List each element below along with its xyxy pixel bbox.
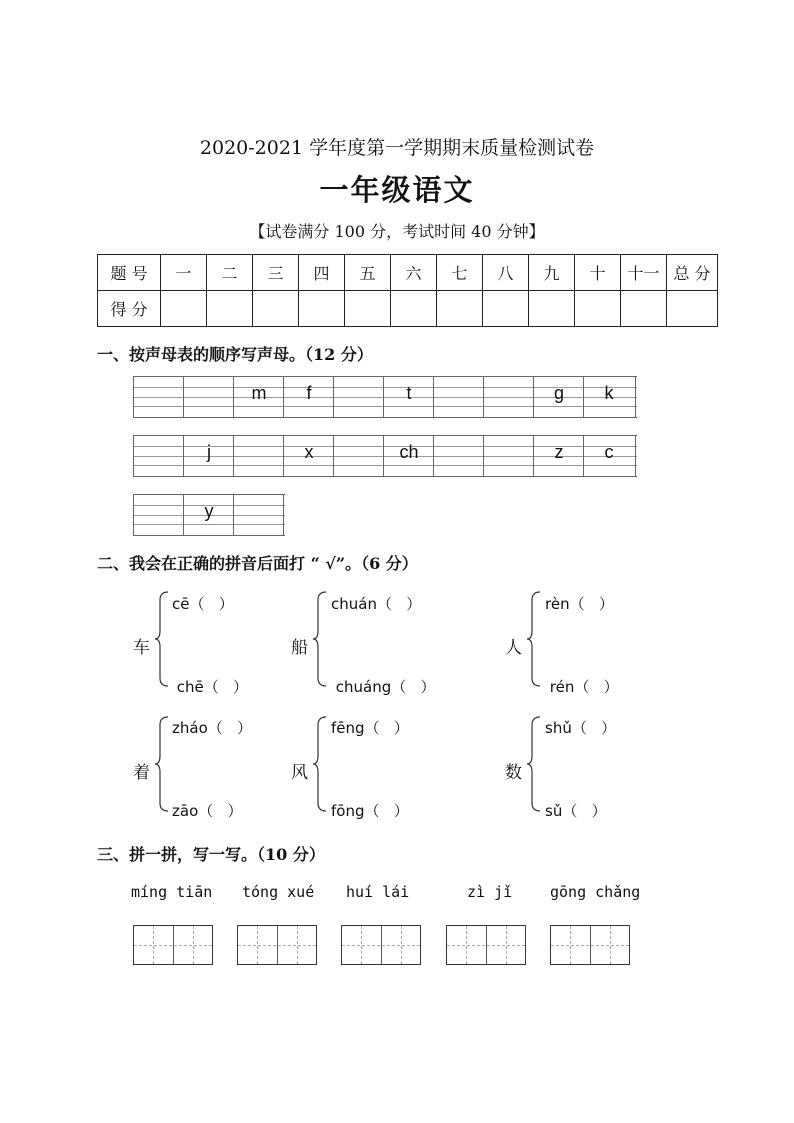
- pinyin-cell: t: [384, 377, 434, 417]
- pinyin-option[interactable]: rén（ ）: [545, 678, 619, 696]
- score-input-cell[interactable]: [621, 291, 667, 327]
- brace-icon: [312, 715, 328, 813]
- score-table: [97, 254, 718, 327]
- score-header-cell: 五: [345, 255, 391, 291]
- score-input-cell[interactable]: [529, 291, 575, 327]
- writing-box[interactable]: [237, 925, 317, 965]
- pinyin-cell[interactable]: [334, 436, 384, 476]
- pinyin-cell[interactable]: [434, 436, 484, 476]
- score-input-cell[interactable]: [667, 291, 718, 327]
- pinyin-cell: z: [534, 436, 584, 476]
- pinyin-option[interactable]: cē（ ）: [172, 595, 234, 613]
- brace-icon: [526, 590, 542, 688]
- score-value-row: [98, 291, 718, 327]
- score-header-cell: 七: [437, 255, 483, 291]
- score-input-cell[interactable]: [161, 291, 207, 327]
- choice-char: 着: [133, 763, 150, 783]
- brace-icon: [526, 715, 542, 813]
- score-header-cell: 三: [253, 255, 299, 291]
- pinyin-cell[interactable]: [134, 377, 184, 417]
- score-header-cell: 题 号: [98, 255, 161, 291]
- section2-title: 二、我会在正确的拼音后面打 “ √”。（6 分）: [97, 554, 418, 573]
- pinyin-cell: x: [284, 436, 334, 476]
- score-header-cell: 一: [161, 255, 207, 291]
- pinyin-cell: g: [534, 377, 584, 417]
- word-pinyin: míng tiān: [131, 883, 213, 901]
- pinyin-cell[interactable]: [484, 436, 534, 476]
- pinyin-row-2: [133, 435, 637, 477]
- pinyin-option[interactable]: sǔ（ ）: [545, 802, 607, 820]
- score-header-cell: 九: [529, 255, 575, 291]
- score-input-cell[interactable]: [391, 291, 437, 327]
- pinyin-cell[interactable]: [184, 377, 234, 417]
- score-input-cell[interactable]: [483, 291, 529, 327]
- pinyin-option[interactable]: fōng（ ）: [331, 802, 409, 820]
- choice-char: 数: [505, 763, 522, 783]
- pinyin-row-1: [133, 376, 637, 418]
- score-input-cell[interactable]: [207, 291, 253, 327]
- score-header-row: [98, 255, 718, 291]
- score-header-cell: 二: [207, 255, 253, 291]
- subject-title: 一年级语文: [319, 173, 475, 207]
- score-input-cell[interactable]: [253, 291, 299, 327]
- score-input-cell[interactable]: [575, 291, 621, 327]
- pinyin-option[interactable]: zháo（ ）: [172, 719, 253, 737]
- pinyin-option[interactable]: chuán（ ）: [331, 595, 422, 613]
- pinyin-option[interactable]: rèn（ ）: [545, 595, 614, 613]
- section3-title: 三、拼一拼，写一写。（10 分）: [97, 845, 325, 864]
- writing-box[interactable]: [341, 925, 421, 965]
- pinyin-cell: f: [284, 377, 334, 417]
- score-header-cell: 十一: [621, 255, 667, 291]
- score-row-label: 得 分: [98, 291, 161, 327]
- pinyin-option[interactable]: zāo（ ）: [172, 802, 243, 820]
- pinyin-option[interactable]: chē（ ）: [172, 678, 249, 696]
- score-header-cell: 十: [575, 255, 621, 291]
- word-pinyin: zì jǐ: [467, 883, 513, 901]
- pinyin-cell: m: [234, 377, 284, 417]
- score-header-cell: 六: [391, 255, 437, 291]
- pinyin-option[interactable]: fēng（ ）: [331, 719, 409, 737]
- exam-title: 2020-2021 学年度第一学期期末质量检测试卷: [199, 137, 595, 159]
- pinyin-cell[interactable]: [434, 377, 484, 417]
- word-pinyin: huí lái: [346, 883, 410, 901]
- writing-box[interactable]: [446, 925, 526, 965]
- brace-icon: [312, 590, 328, 688]
- writing-box[interactable]: [133, 925, 213, 965]
- choice-char: 船: [291, 638, 308, 658]
- choice-char: 车: [133, 638, 150, 658]
- pinyin-option[interactable]: chuáng（ ）: [331, 678, 436, 696]
- pinyin-cell[interactable]: [484, 377, 534, 417]
- score-input-cell[interactable]: [299, 291, 345, 327]
- pinyin-cell[interactable]: [134, 436, 184, 476]
- pinyin-cell: ch: [384, 436, 434, 476]
- score-input-cell[interactable]: [437, 291, 483, 327]
- pinyin-cell: c: [584, 436, 636, 476]
- score-header-cell: 四: [299, 255, 345, 291]
- pinyin-cell[interactable]: [234, 495, 284, 535]
- pinyin-cell: y: [184, 495, 234, 535]
- word-pinyin: gōng chǎng: [550, 883, 641, 901]
- pinyin-cell: k: [584, 377, 636, 417]
- pinyin-cell[interactable]: [134, 495, 184, 535]
- pinyin-cell: j: [184, 436, 234, 476]
- pinyin-cell[interactable]: [334, 377, 384, 417]
- choice-char: 风: [291, 763, 308, 783]
- pinyin-option[interactable]: shǔ（ ）: [545, 719, 617, 737]
- exam-note: 【试卷满分 100 分，考试时间 40 分钟】: [249, 222, 545, 241]
- brace-icon: [154, 715, 170, 813]
- word-pinyin: tóng xué: [242, 883, 315, 901]
- score-input-cell[interactable]: [345, 291, 391, 327]
- choice-char: 人: [505, 638, 522, 658]
- score-header-cell: 总 分: [667, 255, 718, 291]
- section1-title: 一、按声母表的顺序写声母。（12 分）: [97, 345, 373, 364]
- score-header-cell: 八: [483, 255, 529, 291]
- pinyin-cell[interactable]: [234, 436, 284, 476]
- brace-icon: [154, 590, 170, 688]
- writing-box[interactable]: [550, 925, 630, 965]
- pinyin-row-3: [133, 494, 285, 536]
